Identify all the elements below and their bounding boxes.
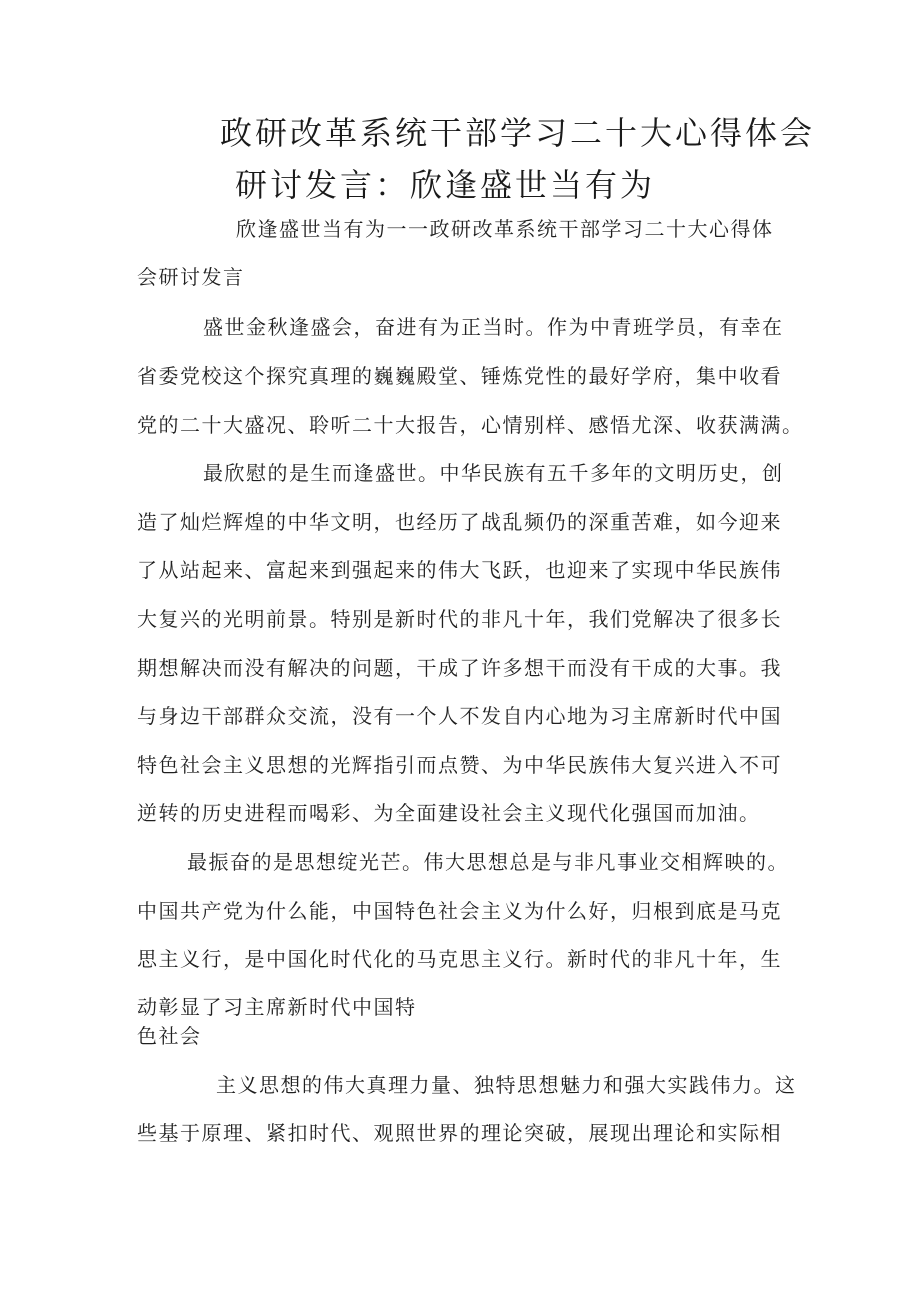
paragraph-line: 色社会	[137, 1024, 202, 1048]
paragraph-line: 最欣慰的是生而逢盛世。中华民族有五千多年的文明历史，创	[203, 461, 784, 485]
paragraph-line: 省委党校这个探究真理的巍巍殿堂、锤炼党性的最好学府，集中收看	[137, 364, 782, 388]
paragraph-line: 了从站起来、富起来到强起来的伟大飞跃，也迎来了实现中华民族伟	[137, 558, 782, 582]
paragraph-line: 期想解决而没有解决的问题，干成了许多想干而没有干成的大事。我	[137, 656, 782, 680]
paragraph-line: 最振奋的是思想绽光芒。伟大思想总是与非凡事业交相辉映的。	[187, 850, 789, 874]
paragraph-line: 党的二十大盛况、聆听二十大报告，心情别样、感悟尤深、收获满满。	[137, 413, 804, 437]
paragraph-line: 逆转的历史进程而喝彩、为全面建设社会主义现代化强国而加油。	[137, 801, 761, 825]
paragraph-line: 思主义行，是中国化时代化的马克思主义行。新时代的非凡十年，生	[137, 947, 782, 971]
document-title-line-1: 政研改革系统干部学习二十大心得体会	[220, 114, 816, 152]
document-title-line-2: 研讨发言：欣逢盛世当有为	[235, 166, 656, 204]
paragraph-line: 中国共产党为什么能，中国特色社会主义为什么好，归根到底是马克	[137, 899, 782, 923]
paragraph-line: 与身边干部群众交流，没有一个人不发自内心地为习主席新时代中国	[137, 704, 782, 728]
paragraph-line: 动彰显了习主席新时代中国特	[137, 995, 417, 1019]
paragraph-line: 主义思想的伟大真理力量、独特思想魅力和强大实践伟力。这	[216, 1073, 797, 1097]
paragraph-line: 大复兴的光明前景。特别是新时代的非凡十年，我们党解决了很多长	[137, 607, 782, 631]
paragraph-line: 盛世金秋逢盛会，奋进有为正当时。作为中青班学员，有幸在	[203, 315, 784, 339]
paragraph-line: 会研讨发言	[137, 265, 245, 289]
paragraph-line: 造了灿烂辉煌的中华文明，也经历了战乱频仍的深重苦难，如今迎来	[137, 510, 782, 534]
paragraph-line: 些基于原理、紧扣时代、观照世界的理论突破，展现出理论和实际相	[137, 1121, 782, 1145]
paragraph-line: 特色社会主义思想的光辉指引而点赞、为中华民族伟大复兴进入不可	[137, 753, 782, 777]
paragraph-line: 欣逢盛世当有为一一政研改革系统干部学习二十大心得体	[236, 217, 774, 241]
